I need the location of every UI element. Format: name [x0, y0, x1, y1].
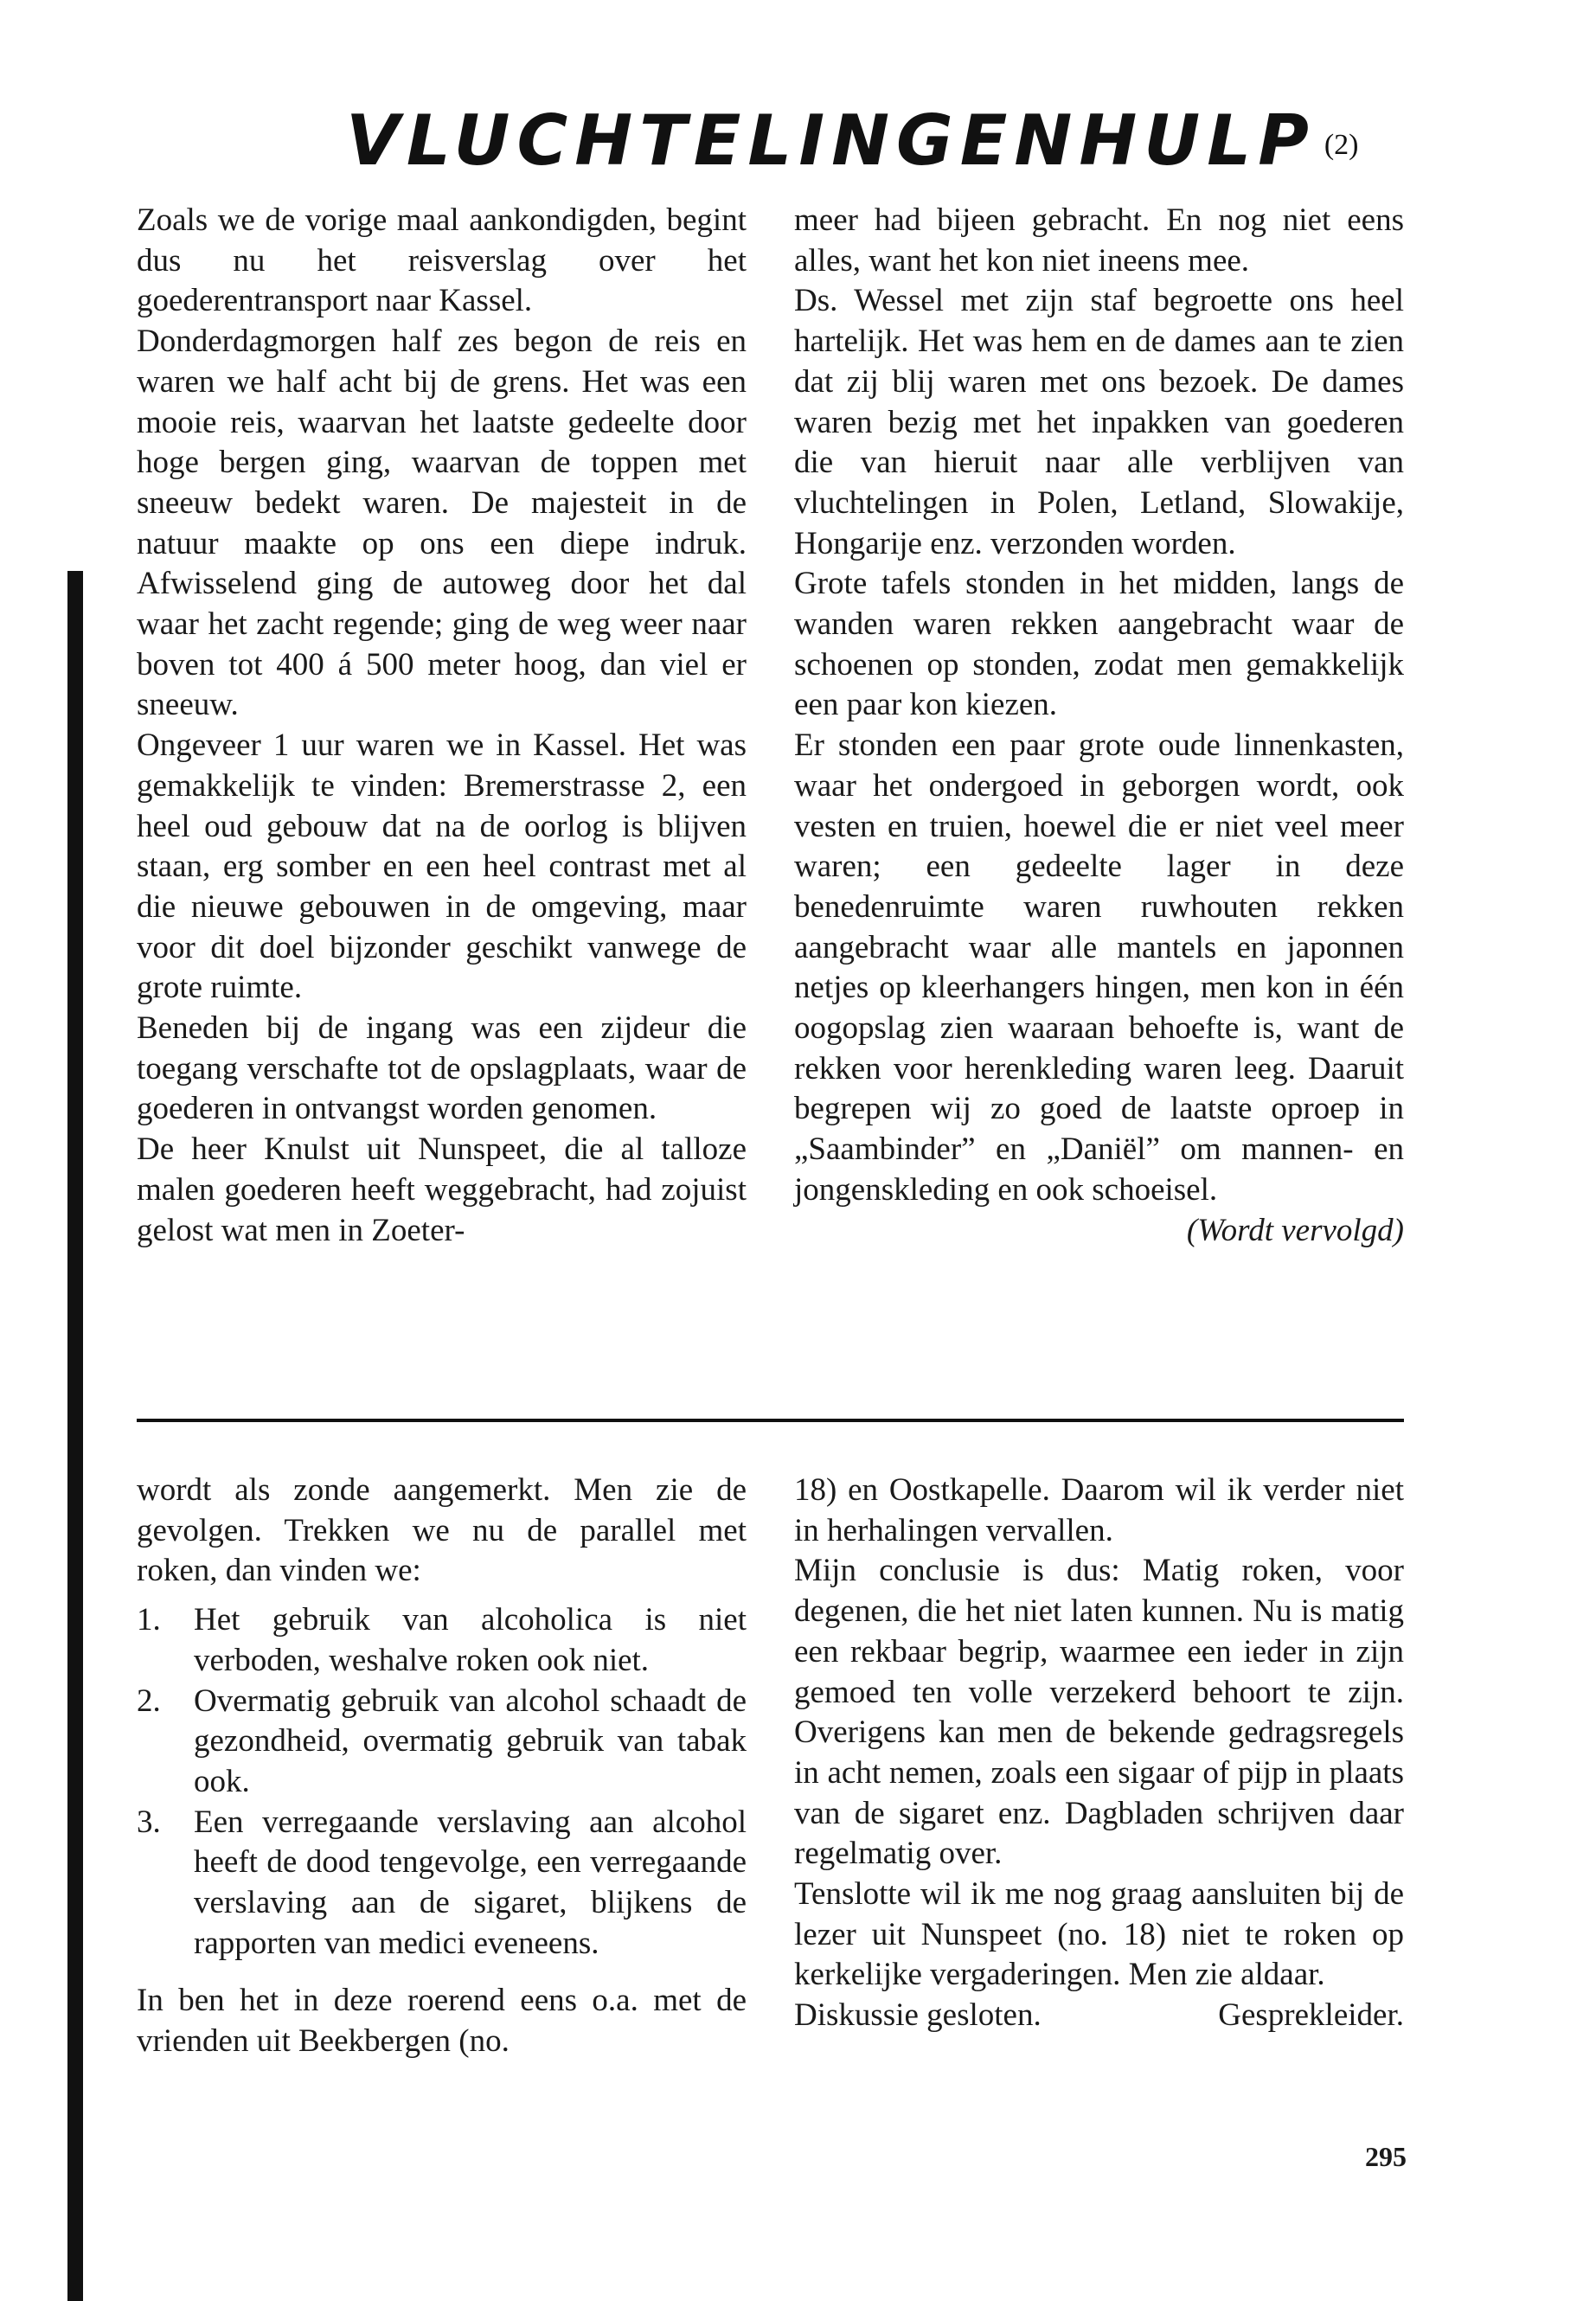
scan-edge-bar — [67, 571, 83, 2301]
paragraph: Grote tafels stonden in het midden, langs de wanden waren rekken aangebracht waar de schoenen op stonden, zodat men gemakkelijk een paar kon kiezen. — [794, 566, 1404, 723]
title-part-number: (2) — [1324, 129, 1359, 162]
discussion-left-column — [137, 1471, 747, 2062]
list-item-text: Overmatig gebruik van alcohol schaadt de gezondheid, overmatig gebruik van tabak ook. — [194, 1682, 747, 1799]
list-item-text: Een verregaande verslaving aan alcohol heeft de dood tengevolge, een verregaande verslaving aan de sigaret, blijkens de rapporten van medici eveneens. — [194, 1804, 747, 1961]
paragraph: Donderdagmorgen half zes begon de reis en waren we half acht bij de grens. Het was een mooie reis, waarvan het laatste gedeelte door hoge bergen ging, waarvan de toppen met sneeuw bedekt waren. De majesteit in de natuur maakte op ons een diepe indruk. Afwisselend ging de autoweg door het dal waar het zacht regende; ging de weg weer naar boven tot 400 á 500 meter hoog, dan viel er sneeuw. — [137, 324, 747, 723]
paragraph: meer had bijeen gebracht. En nog niet eens alles, want het kon niet ineens mee. — [794, 202, 1404, 279]
continued-line — [794, 1211, 1404, 1252]
paragraph: Zoals we de vorige maal aankondigden, begint dus nu het reisverslag over het goederentransport naar Kassel. — [137, 202, 747, 319]
paragraph: Er stonden een paar grote oude linnenkasten, waar het ondergoed in geborgen wordt, ook vesten en truien, hoewel die er niet veel meer waren; een gedeelte lager in deze benedenruimte waren ruwhouten rekken aangebracht waar alle mantels en japonnen netjes op kleerhangers hingen, men kon in één oogopslag zien waaraan behoefte is, want de rekken voor herenkleding waren leeg. Daaruit begrepen wij zo goed de laatste oproep in „Saambinder” en „Daniël” om mannen- en jongenskleding en ook schoeisel. — [794, 727, 1404, 1208]
list-marker: 2. — [137, 1682, 161, 1719]
article-top-left-column — [137, 201, 747, 1251]
list-item — [137, 1600, 747, 1681]
section-divider — [137, 1419, 1404, 1422]
paragraph: De heer Knulst uit Nunspeet, die al talloze malen goederen heeft weggebracht, had zojuist gelost wat men in Zoeter- — [137, 1131, 747, 1248]
list-item-text: Het gebruik van alcoholica is niet verboden, weshalve roken ook niet. — [194, 1602, 747, 1678]
article-top-right-column — [794, 201, 1404, 1251]
list-item — [137, 1803, 747, 1965]
paragraph: In ben het in deze roerend eens o.a. met de vrienden uit Beekbergen (no. — [137, 1983, 747, 2060]
paragraph: Tenslotte wil ik me nog graag aansluiten bij de lezer uit Nunspeet (no. 18) niet te roken op kerkelijke vergaderingen. Men zie aldaar. — [794, 1876, 1404, 1993]
list-marker: 1. — [137, 1602, 161, 1638]
paragraph: wordt als zonde aangemerkt. Men zie de gevolgen. Trekken we nu de parallel met roken, dan vinden we: — [137, 1472, 747, 1589]
closing-text: Diskussie gesloten. — [794, 1997, 1042, 2034]
numbered-list — [137, 1600, 747, 1964]
discussion-right-column — [794, 1471, 1404, 2036]
list-marker: 3. — [137, 1804, 161, 1840]
list-item — [137, 1682, 747, 1803]
title-text: VLUCHTELINGENHULP — [346, 100, 1316, 181]
page-number: 295 — [1365, 2141, 1407, 2172]
paragraph: Mijn conclusie is dus: Matig roken, voor degenen, die het niet laten kunnen. Nu is matig een rekbaar begrip, waarmee een ieder in zijn gemoed ten volle verzekerd behoort te zijn. Overigens kan men de bekende gedragsregels in acht nemen, zoals een sigaar of pijp in plaats van de sigaret enz. Dagbladen schrijven daar regelmatig over. — [794, 1553, 1404, 1872]
closing-line — [794, 1996, 1404, 2036]
signature: Gesprekleider. — [1218, 1997, 1404, 2034]
paragraph: 18) en Oostkapelle. Daarom wil ik verder niet in herhalingen vervallen. — [794, 1472, 1404, 1548]
continued-label: (Wordt vervolgd) — [1186, 1212, 1404, 1248]
page-title — [346, 102, 1384, 184]
paragraph: Ds. Wessel met zijn staf begroette ons heel hartelijk. Het was hem en de dames aan te zien dat zij blij waren met ons bezoek. De dames waren bezig met het inpakken van goederen die van hieruit naar alle verblijven van vluchtelingen in Polen, Letland, Slowakije, Hongarije enz. verzonden worden. — [794, 283, 1404, 561]
paragraph: Beneden bij de ingang was een zijdeur die toegang verschafte tot de opslagplaats, waar de goederen in ontvangst worden genomen. — [137, 1010, 747, 1127]
paragraph: Ongeveer 1 uur waren we in Kassel. Het was gemakkelijk te vinden: Bremerstrasse 2, een heel oud gebouw dat na de oorlog is blijven staan, erg somber en een heel contrast met al die nieuwe gebouwen in de omgeving, maar voor dit doel bijzonder geschikt vanwege de grote ruimte. — [137, 727, 747, 1006]
